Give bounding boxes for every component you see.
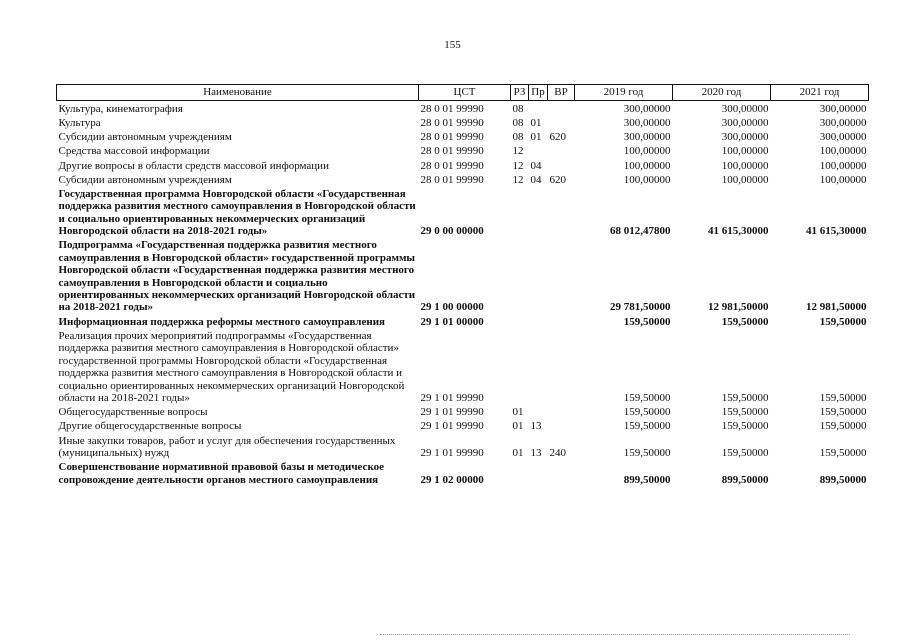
- cell-cst: 29 1 01 00000: [420, 315, 484, 328]
- cell-y2021: 159,50000: [819, 446, 867, 459]
- cell-y2020: 159,50000: [721, 446, 769, 459]
- cell-y2021: 300,00000: [819, 117, 867, 129]
- cell-cst: 28 0 01 99990: [420, 102, 484, 115]
- cell-pr: [529, 404, 548, 418]
- cell-pr: [529, 144, 548, 158]
- cell-y2019: 159,50000: [623, 446, 671, 459]
- cell-cst: 29 1 01 99990: [420, 406, 484, 419]
- cell-y2019: 300,00000: [623, 117, 671, 129]
- cell-pr: [529, 238, 548, 314]
- cell-vr: [548, 115, 575, 129]
- cell-vr: [548, 101, 575, 116]
- cell-y2021: 12 981,50000: [806, 301, 867, 314]
- cell-rz: 08: [512, 117, 524, 129]
- cell-rz: 08: [512, 131, 524, 144]
- cell-cst: 29 1 02 00000: [420, 473, 484, 486]
- cell-vr: 240: [549, 446, 566, 459]
- cell-pr: [529, 459, 548, 486]
- cell-cst: 29 0 00 00000: [420, 225, 484, 238]
- table-row: [57, 101, 869, 116]
- cell-name: Реализация прочих мероприятий подпрограммы «Государственная поддержка развития местного самоуправления в Новгородской области» государственной программы Новгородской области «Государственная поддержка развития местного самоуправления в Новгородской области и социально ориентированных некоммерческих организаций Новгородской области на 2018-2021 годы»: [58, 329, 405, 404]
- cell-rz: 08: [512, 102, 524, 115]
- cell-pr: [529, 186, 548, 237]
- cell-y2021: 159,50000: [819, 420, 867, 433]
- cell-y2020: 159,50000: [721, 420, 769, 433]
- cell-name: Совершенствование нормативной правовой базы и методическое сопровождение деятельности органов местного самоуправления: [58, 461, 385, 486]
- header-name: Наименование: [57, 85, 419, 101]
- cell-cst: 28 0 01 99990: [420, 117, 484, 129]
- cell-y2019: 159,50000: [623, 406, 671, 419]
- cell-name: Общегосударственные вопросы: [58, 406, 208, 419]
- budget-table: [56, 84, 869, 486]
- cell-name: Субсидии автономным учреждениям: [58, 131, 232, 144]
- header-pr: Пр: [529, 85, 548, 101]
- cell-y2021: 899,50000: [819, 473, 867, 486]
- cell-cst: 28 0 01 99990: [420, 131, 484, 144]
- cell-rz: 01: [512, 406, 524, 419]
- cell-name: Иные закупки товаров, работ и услуг для обеспечения государственных (муниципальных) нужд: [58, 434, 396, 459]
- cell-y2020: 41 615,30000: [708, 225, 769, 238]
- cell-name: Культура: [58, 117, 101, 129]
- table-row: [57, 129, 869, 143]
- cell-y2021: 100,00000: [819, 159, 867, 172]
- cell-rz: [511, 186, 529, 237]
- cell-y2020: 899,50000: [721, 473, 769, 486]
- cell-y2020: 100,00000: [721, 173, 769, 186]
- cell-vr: [548, 144, 575, 158]
- cell-rz: 12: [512, 159, 524, 172]
- cell-rz: 01: [512, 420, 524, 433]
- cell-name: Другие вопросы в области средств массовой информации: [58, 159, 329, 172]
- cell-pr: [529, 101, 548, 116]
- table-row: [57, 328, 869, 404]
- cell-y2020: 300,00000: [721, 117, 769, 129]
- table-row: [57, 419, 869, 433]
- cell-y2021: 300,00000: [819, 102, 867, 115]
- header-vr: ВР: [548, 85, 575, 101]
- cell-rz: [511, 328, 529, 404]
- table-row: [57, 172, 869, 186]
- cell-vr: [548, 459, 575, 486]
- cell-y2019: 159,50000: [623, 420, 671, 433]
- cell-y2020: 159,50000: [721, 406, 769, 419]
- cell-vr: [548, 419, 575, 433]
- header-2020: 2020 год: [673, 85, 771, 101]
- cell-pr: 13: [530, 420, 542, 433]
- cell-y2021: 41 615,30000: [806, 225, 867, 238]
- cell-cst: 29 1 01 99990: [420, 446, 484, 459]
- cell-name: Другие общегосударственные вопросы: [58, 420, 242, 433]
- cell-y2019: 899,50000: [623, 473, 671, 486]
- cell-y2019: 159,50000: [623, 315, 671, 328]
- table-row: [57, 404, 869, 418]
- cell-y2020: 100,00000: [721, 159, 769, 172]
- header-2021: 2021 год: [771, 85, 869, 101]
- cell-vr: [548, 186, 575, 237]
- cell-rz: [511, 238, 529, 314]
- header-2019: 2019 год: [575, 85, 673, 101]
- cell-y2019: 29 781,50000: [610, 301, 671, 314]
- cell-pr: [529, 314, 548, 328]
- cell-y2019: 100,00000: [623, 159, 671, 172]
- cell-y2020: 12 981,50000: [708, 301, 769, 314]
- cell-y2019: 159,50000: [623, 391, 671, 404]
- cell-pr: 04: [530, 159, 542, 172]
- cell-cst: 29 1 01 99990: [420, 391, 484, 404]
- cell-y2021: 100,00000: [819, 145, 867, 158]
- cell-vr: 620: [549, 131, 566, 144]
- cell-rz: 01: [512, 446, 524, 459]
- cell-y2021: 159,50000: [819, 315, 867, 328]
- cell-y2020: 159,50000: [721, 391, 769, 404]
- cell-vr: [548, 238, 575, 314]
- cell-pr: 01: [530, 117, 542, 129]
- cell-rz: [511, 459, 529, 486]
- cell-cst: 29 1 01 99990: [420, 420, 484, 433]
- cell-rz: [511, 314, 529, 328]
- cell-vr: 620: [549, 173, 566, 186]
- cell-y2020: 300,00000: [721, 131, 769, 144]
- table-row: [57, 186, 869, 237]
- table-row: [57, 144, 869, 158]
- cell-y2021: 100,00000: [819, 173, 867, 186]
- cell-name: Средства массовой информации: [58, 145, 210, 158]
- cell-cst: 28 0 01 99990: [420, 145, 484, 158]
- cell-name: Информационная поддержка реформы местного самоуправления: [58, 315, 385, 328]
- cell-rz: 12: [512, 173, 524, 186]
- table-body: [57, 101, 869, 486]
- table-header: [57, 85, 869, 101]
- table-row: [57, 115, 869, 129]
- bottom-edge-divider: [380, 634, 850, 637]
- cell-y2020: 100,00000: [721, 145, 769, 158]
- cell-y2019: 300,00000: [623, 131, 671, 144]
- cell-pr: 04: [530, 173, 542, 186]
- header-rz: РЗ: [511, 85, 529, 101]
- cell-y2019: 68 012,47800: [610, 225, 671, 238]
- cell-cst: 29 1 00 00000: [420, 301, 484, 314]
- table-row: [57, 433, 869, 460]
- cell-y2019: 100,00000: [623, 173, 671, 186]
- cell-cst: 28 0 01 99990: [420, 159, 484, 172]
- cell-name: Субсидии автономным учреждениям: [58, 173, 232, 186]
- cell-y2020: 300,00000: [721, 102, 769, 115]
- table-row: [57, 459, 869, 486]
- cell-pr: 01: [530, 131, 542, 144]
- cell-name: Подпрограмма «Государственная поддержка развития местного самоуправления в Новгородской области» государственной программы Новгородской области «Государственная поддержка развития местного самоуправления в Новгородской области и социально ориентированных некоммерческих организаций Новгородской области на 2018-2021 годы»: [58, 239, 416, 314]
- cell-cst: 28 0 01 99990: [420, 173, 484, 186]
- cell-name: Культура, кинематография: [58, 102, 183, 115]
- cell-y2021: 159,50000: [819, 391, 867, 404]
- table-row: [57, 238, 869, 314]
- cell-y2020: 159,50000: [721, 315, 769, 328]
- cell-vr: [548, 314, 575, 328]
- cell-vr: [548, 404, 575, 418]
- table-row: [57, 158, 869, 172]
- cell-pr: 13: [530, 446, 542, 459]
- cell-y2019: 100,00000: [623, 145, 671, 158]
- cell-rz: 12: [512, 145, 524, 158]
- cell-y2021: 159,50000: [819, 406, 867, 419]
- cell-vr: [548, 328, 575, 404]
- cell-vr: [548, 158, 575, 172]
- cell-y2021: 300,00000: [819, 131, 867, 144]
- page-number: 155: [444, 39, 461, 51]
- cell-y2019: 300,00000: [623, 102, 671, 115]
- table-row: [57, 314, 869, 328]
- cell-pr: [529, 328, 548, 404]
- cell-name: Государственная программа Новгородской области «Государственная поддержка развития местного самоуправления в Новгородской области и социально ориентированных некоммерческих организаций Новгородской области на 2018-2021 годы»: [58, 188, 416, 238]
- header-cst: ЦСТ: [419, 85, 511, 101]
